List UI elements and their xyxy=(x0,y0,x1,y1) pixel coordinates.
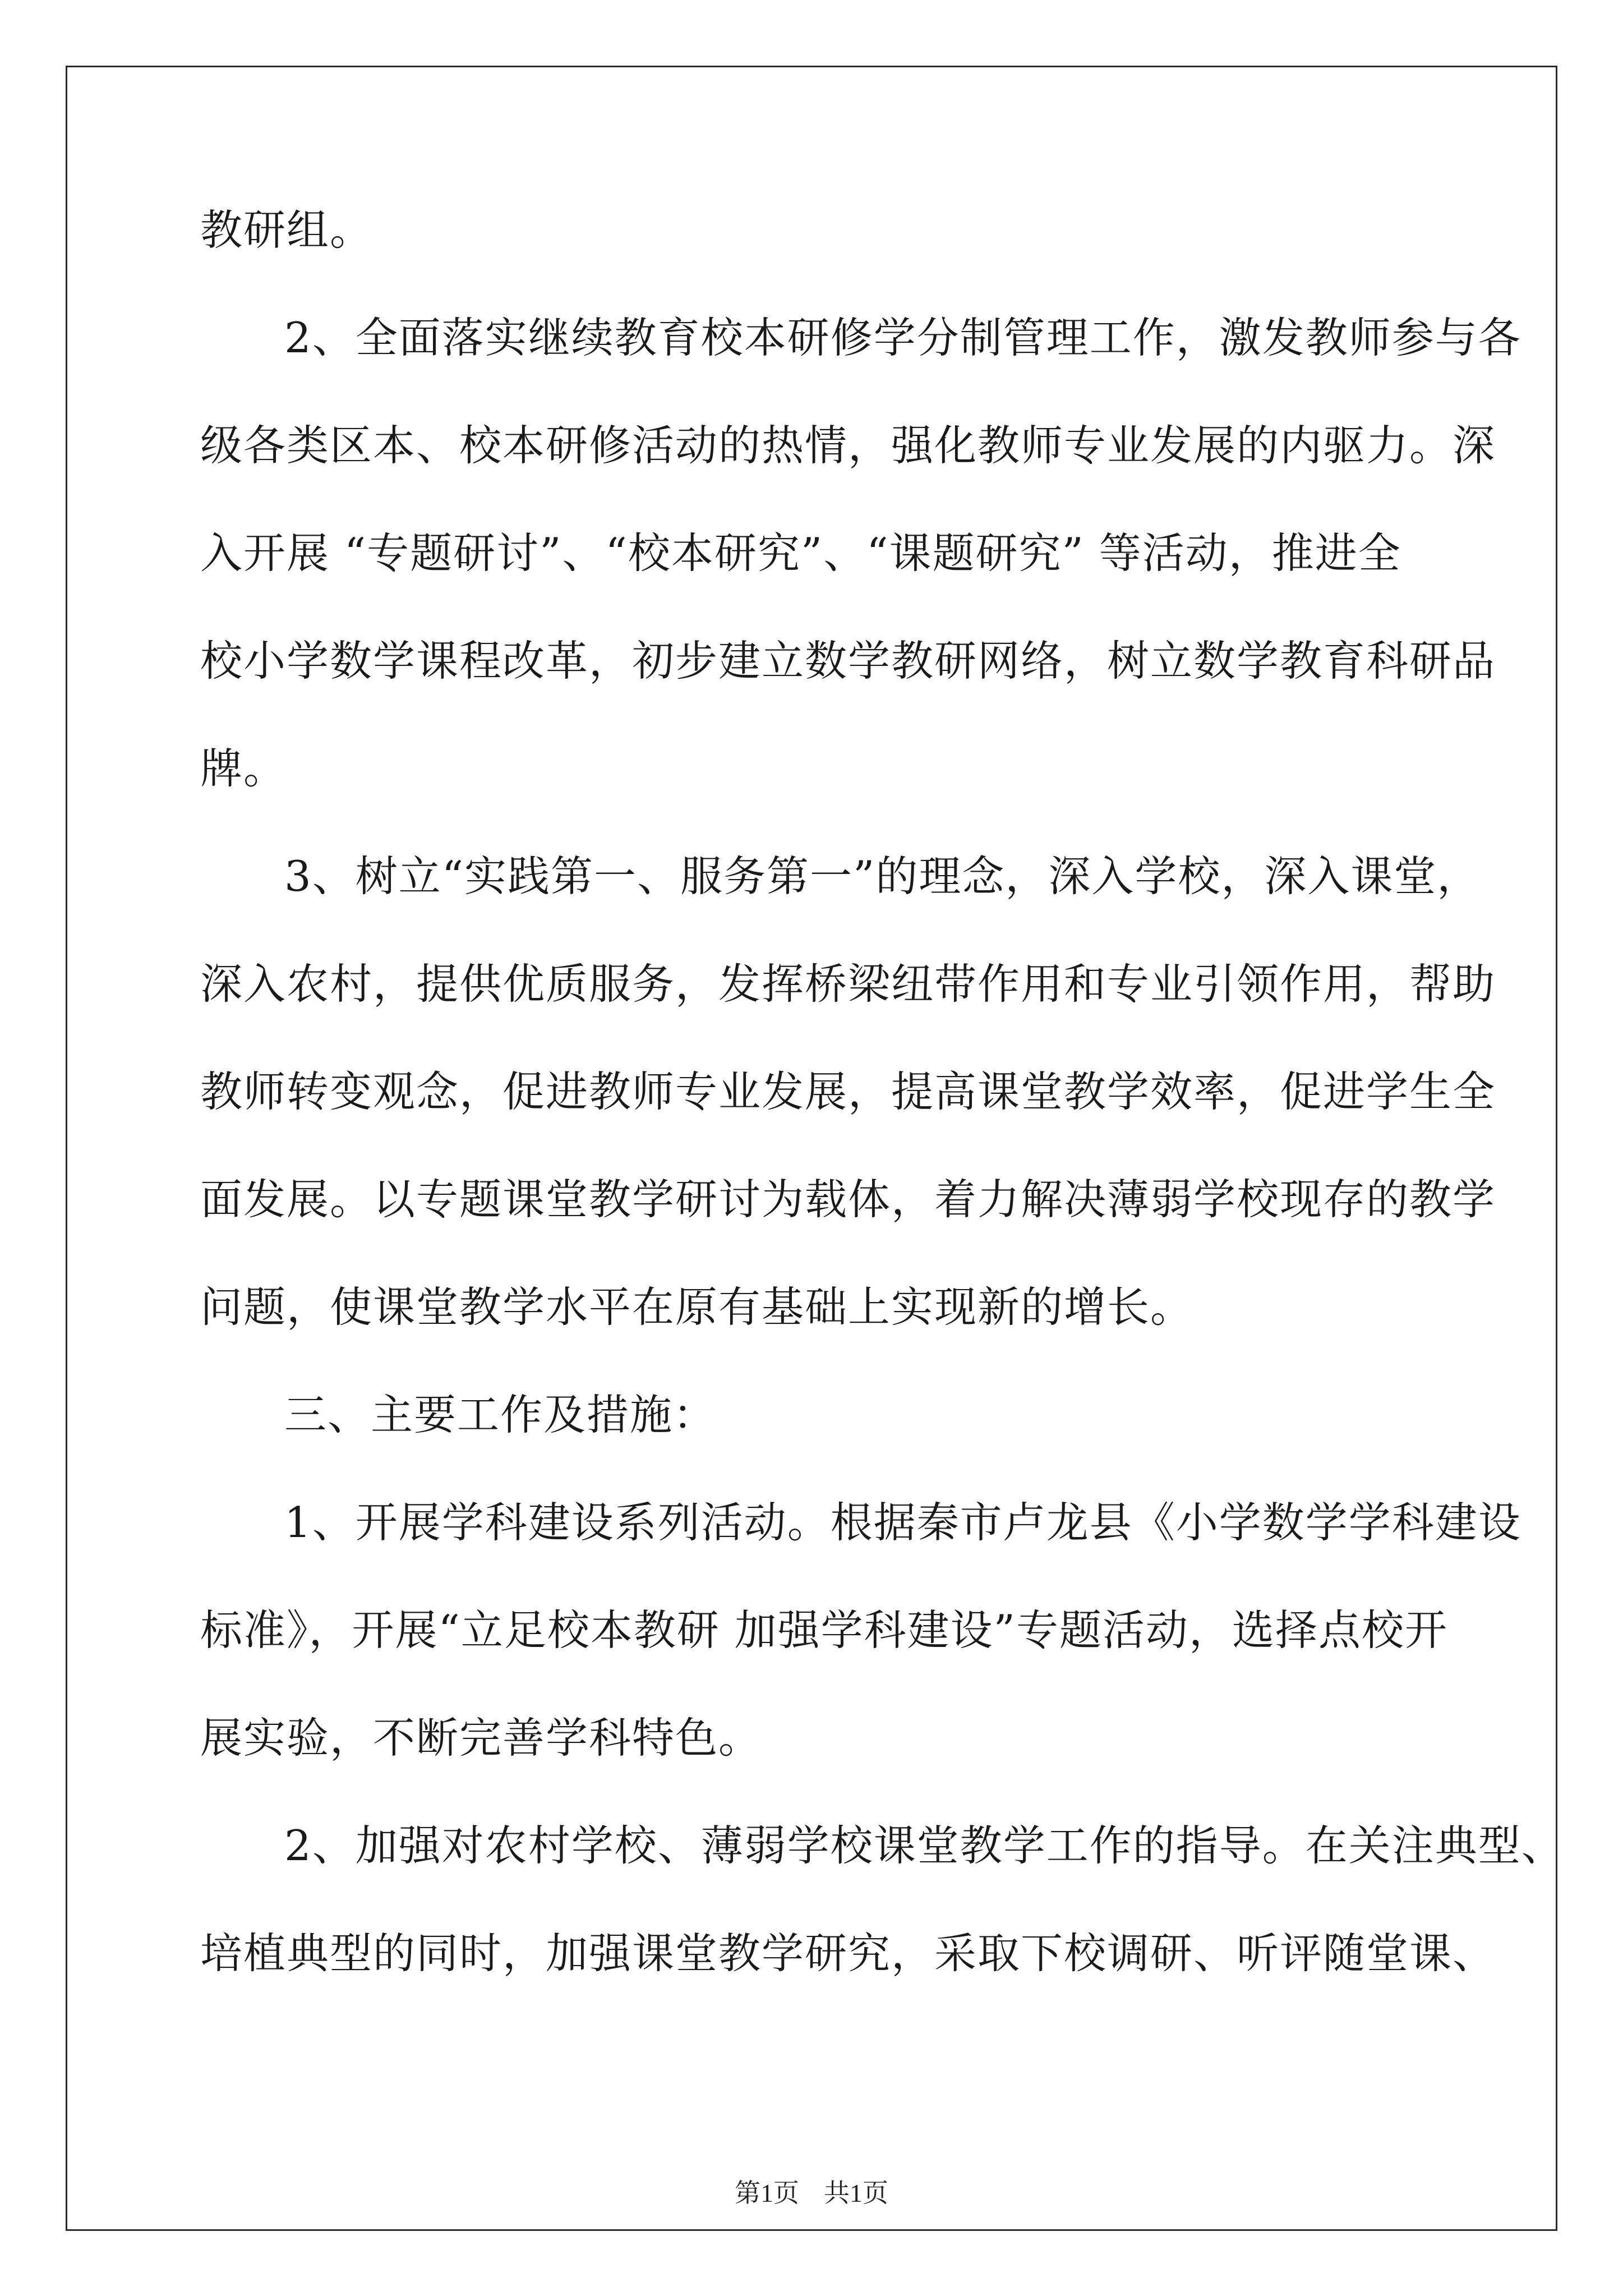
measure-2-start: 2、加强对农村学校、薄弱学校课堂教学工作的指导。在关注典型、 xyxy=(284,1821,1565,1870)
text-line: 教师转变观念，促进教师专业发展，提高课堂教学效率，促进学生全 xyxy=(200,1067,1496,1116)
document-body xyxy=(200,202,1565,2033)
measure-1-start: 1、开展学科建设系列活动。根据秦市卢龙县《小学数学学科建设 xyxy=(284,1498,1521,1547)
text-line: 面发展。以专题课堂教学研讨为载体，着力解决薄弱学校现存的教学 xyxy=(200,1175,1496,1224)
text-line: 深入农村，提供优质服务，发挥桥梁纽带作用和专业引领作用，帮助 xyxy=(200,959,1496,1009)
paragraph-2-start: 2、全面落实继续教育校本研修学分制管理工作，激发教师参与各 xyxy=(284,313,1521,362)
text-line: 展实验，不断完善学科特色。 xyxy=(200,1713,762,1763)
text-line: 培植典型的同时，加强课堂教学研究，采取下校调研、听评随堂课、 xyxy=(200,1929,1496,1978)
paragraph-3-start: 3、树立“实践第一、服务第一”的理念，深入学校，深入课堂， xyxy=(284,852,1481,901)
page-total: 共1页 xyxy=(824,2179,888,2207)
text-line: 教研组。 xyxy=(200,205,374,255)
section-heading: 三、主要工作及措施： xyxy=(284,1390,717,1439)
page-footer xyxy=(0,2177,1623,2210)
text-line: 标准》，开展“立足校本教研 加强学科建设”专题活动，选择点校开 xyxy=(200,1605,1449,1655)
text-line: 入开展 “专题研讨”、“校本研究”、“课题研究” 等活动，推进全 xyxy=(200,528,1401,578)
text-line: 牌。 xyxy=(200,744,287,793)
text-line: 级各类区本、校本研修活动的热情，强化教师专业发展的内驱力。深 xyxy=(200,421,1496,470)
text-line: 校小学数学课程改革，初步建立数学教研网络，树立数学教育科研品 xyxy=(200,636,1496,685)
page-number: 第1页 xyxy=(735,2179,799,2207)
text-line: 问题，使课堂教学水平在原有基础上实现新的增长。 xyxy=(200,1282,1194,1332)
